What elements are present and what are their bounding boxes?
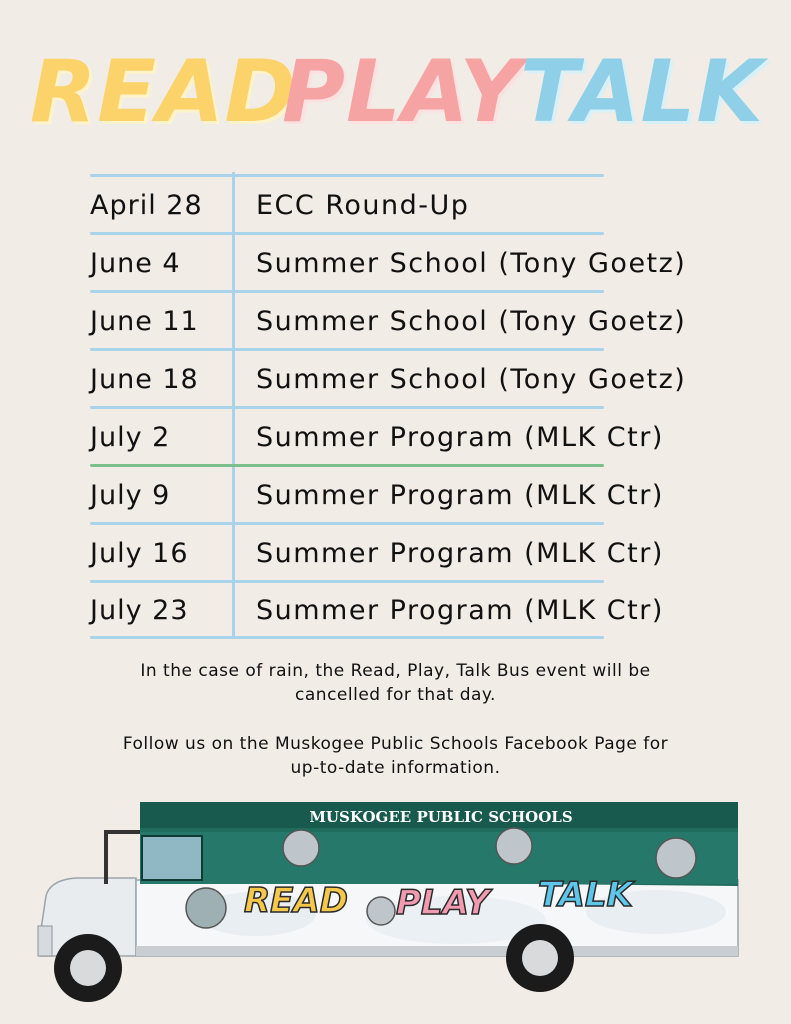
row-event: Summer School (Tony Goetz) [256, 248, 687, 279]
row-event: Summer Program (MLK Ctr) [256, 422, 664, 453]
row-date: April 28 [90, 190, 203, 221]
row-event: Summer Program (MLK Ctr) [256, 480, 664, 511]
row-date: July 9 [90, 480, 171, 511]
schedule-row [90, 293, 730, 351]
schedule-table [90, 172, 687, 638]
row-date: June 18 [90, 364, 199, 395]
row-event: ECC Round-Up [256, 190, 470, 221]
schedule-row [90, 582, 730, 640]
row-event: Summer Program (MLK Ctr) [256, 538, 664, 569]
page-title [0, 44, 791, 140]
schedule-row [90, 409, 730, 467]
follow-notice-line1: Follow us on the Muskogee Public Schools Facebook Page for [122, 734, 669, 754]
follow-notice-line2: up-to-date information. [290, 758, 501, 778]
schedule-row [90, 235, 730, 293]
title-read: READ [30, 42, 297, 142]
bus-side-read: READ [244, 881, 348, 921]
title-play: PLAY [282, 42, 523, 142]
bus-side-play: PLAY [396, 883, 490, 923]
row-date: June 4 [90, 248, 181, 279]
row-event: Summer School (Tony Goetz) [256, 306, 687, 337]
rain-notice [80, 659, 711, 707]
schedule-row [90, 351, 730, 409]
row-event: Summer School (Tony Goetz) [256, 364, 687, 395]
rain-notice-line2: cancelled for that day. [295, 685, 496, 705]
schedule-row [90, 467, 730, 525]
row-date: July 23 [90, 595, 189, 626]
row-date: June 11 [90, 306, 199, 337]
row-date: July 16 [90, 538, 189, 569]
schedule-row [90, 177, 730, 235]
rain-notice-line1: In the case of rain, the Read, Play, Talk Bus event will be [140, 661, 651, 681]
bus-side-talk: TALK [538, 875, 633, 915]
row-date: July 2 [90, 422, 171, 453]
title-talk: TALK [520, 42, 764, 142]
row-event: Summer Program (MLK Ctr) [256, 595, 664, 626]
bus-illustration [36, 796, 742, 1006]
schedule-row [90, 525, 730, 583]
follow-notice [80, 732, 711, 780]
bus-roof-text: MUSKOGEE PUBLIC SCHOOLS [309, 808, 573, 826]
